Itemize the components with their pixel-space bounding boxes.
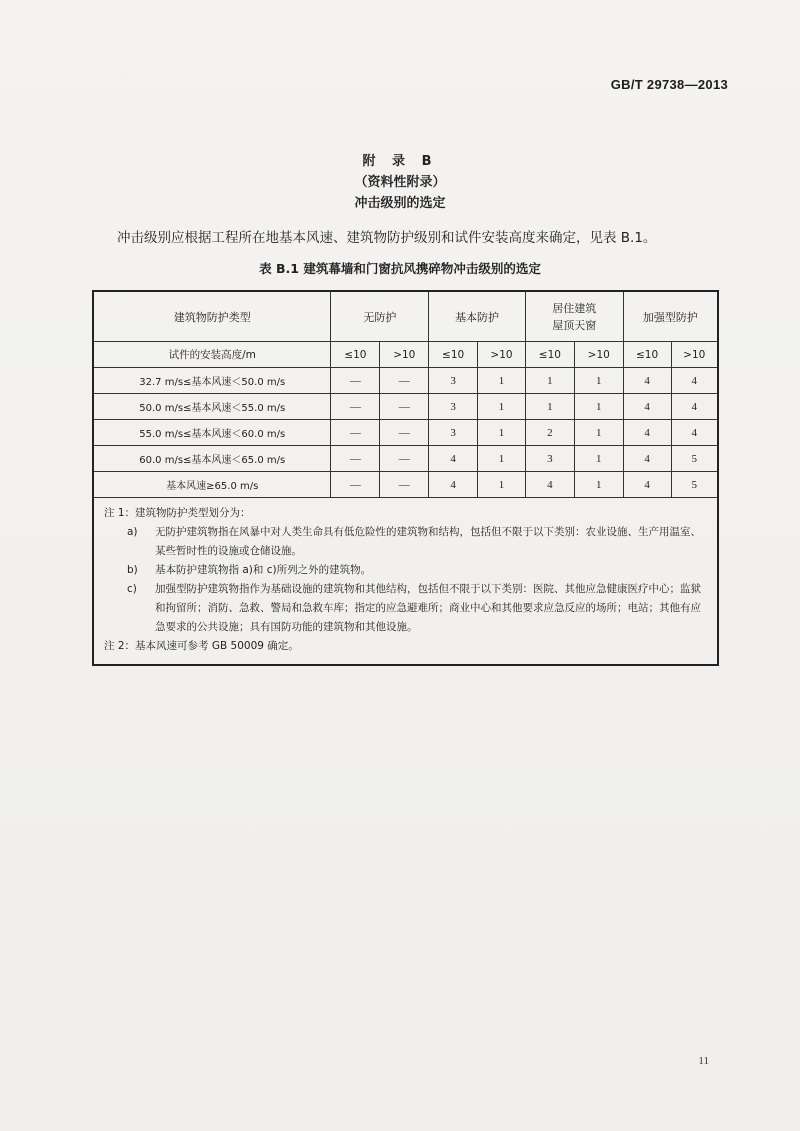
header-group-residential-skylight: 居住建筑 屋顶天窗 bbox=[525, 291, 623, 342]
grade-cell: 5 bbox=[671, 472, 718, 498]
grade-cell: 1 bbox=[574, 446, 623, 472]
note-marker: c) bbox=[127, 583, 137, 595]
header-group-none: 无防护 bbox=[331, 291, 429, 342]
note-text: 无防护建筑物指在风暴中对人类生命具有低危险性的建筑物和结构，包括但不限于以下类别：农业设施、生产用温室、某些暂时性的设施或仓储设施。 bbox=[155, 526, 701, 557]
height-col: ≤10 bbox=[429, 342, 478, 368]
note-text: 基本防护建筑物指 a)和 c)所列之外的建筑物。 bbox=[155, 564, 372, 576]
height-header-row bbox=[93, 342, 718, 368]
height-col: >10 bbox=[574, 342, 623, 368]
grade-cell: — bbox=[331, 446, 380, 472]
grade-cell: 4 bbox=[525, 472, 574, 498]
grade-cell: 1 bbox=[525, 394, 574, 420]
note1-title: 注 1：建筑物防护类型划分为： bbox=[104, 507, 251, 519]
grade-cell: — bbox=[380, 368, 429, 394]
wind-speed-label: 基本风速≥65.0 m/s bbox=[93, 472, 331, 498]
table-row bbox=[93, 420, 718, 446]
grade-cell: 3 bbox=[525, 446, 574, 472]
note-marker: b) bbox=[127, 564, 138, 576]
notes-row bbox=[93, 498, 718, 666]
grade-cell: 4 bbox=[623, 394, 671, 420]
grade-cell: — bbox=[380, 472, 429, 498]
grade-cell: 1 bbox=[574, 368, 623, 394]
appendix-title: 附 录 B bbox=[362, 154, 438, 169]
appendix-type: （资料性附录） bbox=[354, 175, 446, 190]
height-label: 试件的安装高度/m bbox=[93, 342, 331, 368]
table-caption: 表 B.1 建筑幕墙和门窗抗风携碎物冲击级别的选定 bbox=[259, 261, 541, 276]
grade-cell: — bbox=[331, 472, 380, 498]
grade-cell: 4 bbox=[623, 368, 671, 394]
height-col: >10 bbox=[380, 342, 429, 368]
grade-cell: 1 bbox=[574, 394, 623, 420]
note2: 注 2：基本风速可参考 GB 50009 确定。 bbox=[104, 640, 299, 652]
grade-cell: 4 bbox=[671, 420, 718, 446]
wind-speed-label: 60.0 m/s≤基本风速＜65.0 m/s bbox=[93, 446, 331, 472]
height-col: >10 bbox=[671, 342, 718, 368]
height-col: ≤10 bbox=[525, 342, 574, 368]
grade-cell: 4 bbox=[623, 420, 671, 446]
height-col: ≤10 bbox=[623, 342, 671, 368]
table-notes bbox=[93, 498, 718, 666]
grade-cell: 4 bbox=[623, 446, 671, 472]
standard-code: GB/T 29738—2013 bbox=[610, 77, 728, 92]
grade-cell: 1 bbox=[478, 472, 526, 498]
grade-cell: 5 bbox=[671, 446, 718, 472]
height-col: >10 bbox=[478, 342, 526, 368]
note-text: 加强型防护建筑物指作为基础设施的建筑物和其他结构，包括但不限于以下类别：医院、其他应急健康医疗中心；监狱和拘留所；消防、急救、警局和急救车库；指定的应急避难所；商业中心和其他要求应急反应的场所；电站；其他有应急要求的公共设施；具有国防功能的建筑物和其他设施。 bbox=[155, 583, 701, 633]
header-group-enhanced: 加强型防护 bbox=[623, 291, 718, 342]
note-marker: a) bbox=[127, 526, 138, 538]
header-protection-type: 建筑物防护类型 bbox=[93, 291, 331, 342]
intro-paragraph: 冲击级别应根据工程所在地基本风速、建筑物防护级别和试件安装高度来确定，见表 B.1。 bbox=[117, 230, 657, 246]
grade-cell: 1 bbox=[478, 446, 526, 472]
grade-cell: 4 bbox=[429, 446, 478, 472]
header-group-basic: 基本防护 bbox=[429, 291, 526, 342]
table-row bbox=[93, 446, 718, 472]
wind-speed-label: 50.0 m/s≤基本风速＜55.0 m/s bbox=[93, 394, 331, 420]
grade-cell: — bbox=[331, 368, 380, 394]
grade-cell: — bbox=[380, 446, 429, 472]
table-row bbox=[93, 394, 718, 420]
grade-cell: 1 bbox=[525, 368, 574, 394]
height-col: ≤10 bbox=[331, 342, 380, 368]
grade-cell: 3 bbox=[429, 368, 478, 394]
grade-cell: 2 bbox=[525, 420, 574, 446]
grade-cell: — bbox=[380, 420, 429, 446]
grade-cell: — bbox=[380, 394, 429, 420]
grade-cell: 4 bbox=[671, 368, 718, 394]
wind-speed-label: 55.0 m/s≤基本风速＜60.0 m/s bbox=[93, 420, 331, 446]
wind-speed-label: 32.7 m/s≤基本风速＜50.0 m/s bbox=[93, 368, 331, 394]
grade-cell: — bbox=[331, 394, 380, 420]
table-header-row bbox=[93, 291, 718, 342]
table-row bbox=[93, 368, 718, 394]
grade-cell: 1 bbox=[478, 420, 526, 446]
impact-grade-table bbox=[92, 290, 719, 666]
grade-cell: 4 bbox=[623, 472, 671, 498]
table-row bbox=[93, 472, 718, 498]
page-number: 11 bbox=[698, 1055, 709, 1067]
note-item-a bbox=[104, 523, 707, 561]
grade-cell: — bbox=[331, 420, 380, 446]
note-item-c bbox=[104, 580, 707, 637]
grade-cell: 3 bbox=[429, 420, 478, 446]
grade-cell: 4 bbox=[429, 472, 478, 498]
grade-cell: 1 bbox=[478, 394, 526, 420]
grade-cell: 1 bbox=[574, 420, 623, 446]
grade-cell: 1 bbox=[478, 368, 526, 394]
note-item-b bbox=[104, 561, 707, 580]
grade-cell: 4 bbox=[671, 394, 718, 420]
grade-cell: 1 bbox=[574, 472, 623, 498]
section-title: 冲击级别的选定 bbox=[354, 196, 446, 211]
grade-cell: 3 bbox=[429, 394, 478, 420]
